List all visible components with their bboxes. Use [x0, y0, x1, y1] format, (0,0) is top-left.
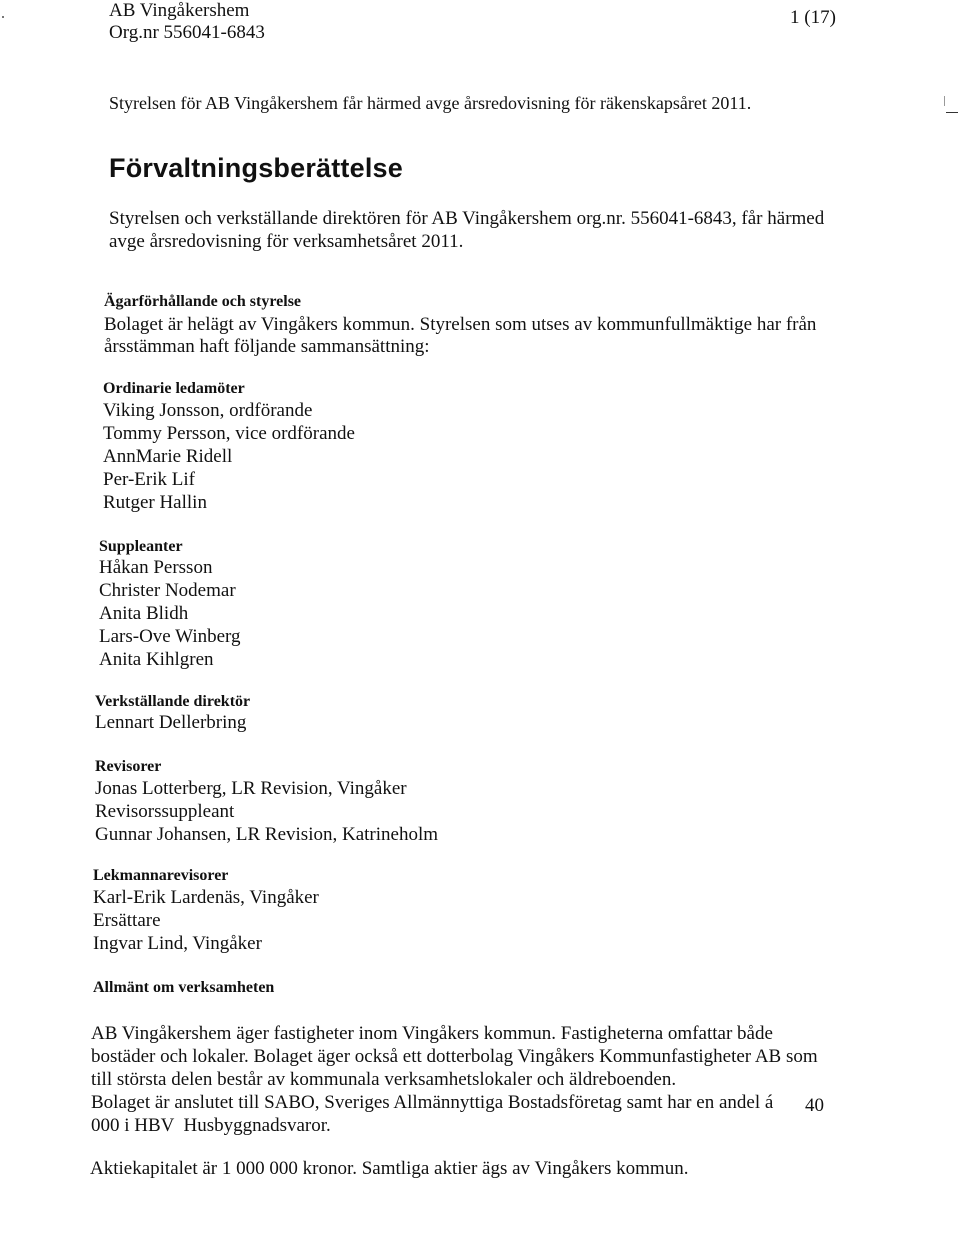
general-paragraph-2-line-2: 000 i HBV Husbyggnadsvaror. — [91, 1115, 331, 1136]
list-item: AnnMarie Ridell — [103, 446, 233, 467]
list-item: Tommy Persson, vice ordförande — [103, 423, 355, 444]
ordinary-members-list — [103, 399, 355, 514]
general-paragraph-1-line-1: AB Vingåkershem äger fastigheter inom Vingåkers kommun. Fastigheterna omfattar både — [91, 1023, 773, 1044]
list-item: Jonas Lotterberg, LR Revision, Vingåker — [95, 778, 407, 799]
ownership-heading: Ägarförhållande och styrelse — [104, 293, 302, 310]
intro-paragraph-line-2: avge årsredovisning för verksamhetsåret 2011. — [109, 231, 464, 252]
general-share-number: 40 — [805, 1095, 824, 1116]
general-heading: Allmänt om verksamheten — [93, 979, 275, 996]
ceo-heading: Verkställande direktör — [95, 693, 251, 710]
intro-statement: Styrelsen för AB Vingåkershem får härmed avge årsredovisning för räkenskapsåret 2011. — [109, 93, 752, 113]
general-paragraph-1-line-2: bostäder och lokaler. Bolaget äger också ett dotterbolag Vingåkers Kommunfastigheter AB som — [91, 1046, 818, 1067]
list-item: Anita Kihlgren — [99, 649, 214, 670]
list-item: Christer Nodemar — [99, 580, 236, 601]
ownership-line-1: Bolaget är helägt av Vingåkers kommun. Styrelsen som utses av kommunfullmäktige har från — [104, 314, 817, 335]
scan-edge-mark — [944, 96, 945, 106]
auditors-list — [95, 777, 438, 846]
list-item: Per-Erik Lif — [103, 469, 195, 490]
list-item: Viking Jonsson, ordförande — [103, 400, 313, 421]
ordinary-members-heading: Ordinarie ledamöter — [103, 380, 245, 397]
deputies-heading: Suppleanter — [99, 538, 183, 555]
list-item: Ersättare — [93, 910, 161, 931]
lay-auditors-list — [93, 886, 319, 955]
list-item: Karl-Erik Lardenäs, Vingåker — [93, 887, 319, 908]
list-item: Lars-Ove Winberg — [99, 626, 241, 647]
list-item: Gunnar Johansen, LR Revision, Katrineholm — [95, 824, 439, 845]
page-title: Förvaltningsberättelse — [109, 153, 403, 183]
ownership-line-2: årsstämman haft följande sammansättning: — [104, 336, 430, 357]
lay-auditors-heading: Lekmannarevisorer — [93, 867, 229, 884]
general-paragraph-3: Aktiekapitalet är 1 000 000 kronor. Samtliga aktier ägs av Vingåkers kommun. — [90, 1158, 689, 1179]
list-item: Rutger Hallin — [103, 492, 207, 513]
list-item: Anita Blidh — [99, 603, 189, 624]
intro-paragraph-line-1: Styrelsen och verkställande direktören för AB Vingåkershem org.nr. 556041-6843, får härmed — [109, 208, 825, 229]
list-item: Ingvar Lind, Vingåker — [93, 933, 262, 954]
scan-edge-mark — [2, 16, 4, 18]
header-orgnr: Org.nr 556041-6843 — [109, 22, 265, 43]
scan-edge-mark — [946, 112, 958, 113]
ceo-list — [95, 711, 246, 734]
list-item: Revisorssuppleant — [95, 801, 235, 822]
list-item: Lennart Dellerbring — [95, 712, 247, 733]
list-item: Håkan Persson — [99, 557, 213, 578]
page-number: 1 (17) — [790, 7, 836, 28]
header-company: AB Vingåkershem — [109, 0, 250, 21]
general-paragraph-2-line-1: Bolaget är anslutet till SABO, Sveriges Allmännyttiga Bostadsföretag samt har en andel á — [91, 1092, 774, 1113]
auditors-heading: Revisorer — [95, 758, 162, 775]
general-paragraph-1-line-3: till största delen består av kommunala verksamhetslokaler och äldreboenden. — [91, 1069, 677, 1090]
deputies-list — [99, 556, 241, 671]
